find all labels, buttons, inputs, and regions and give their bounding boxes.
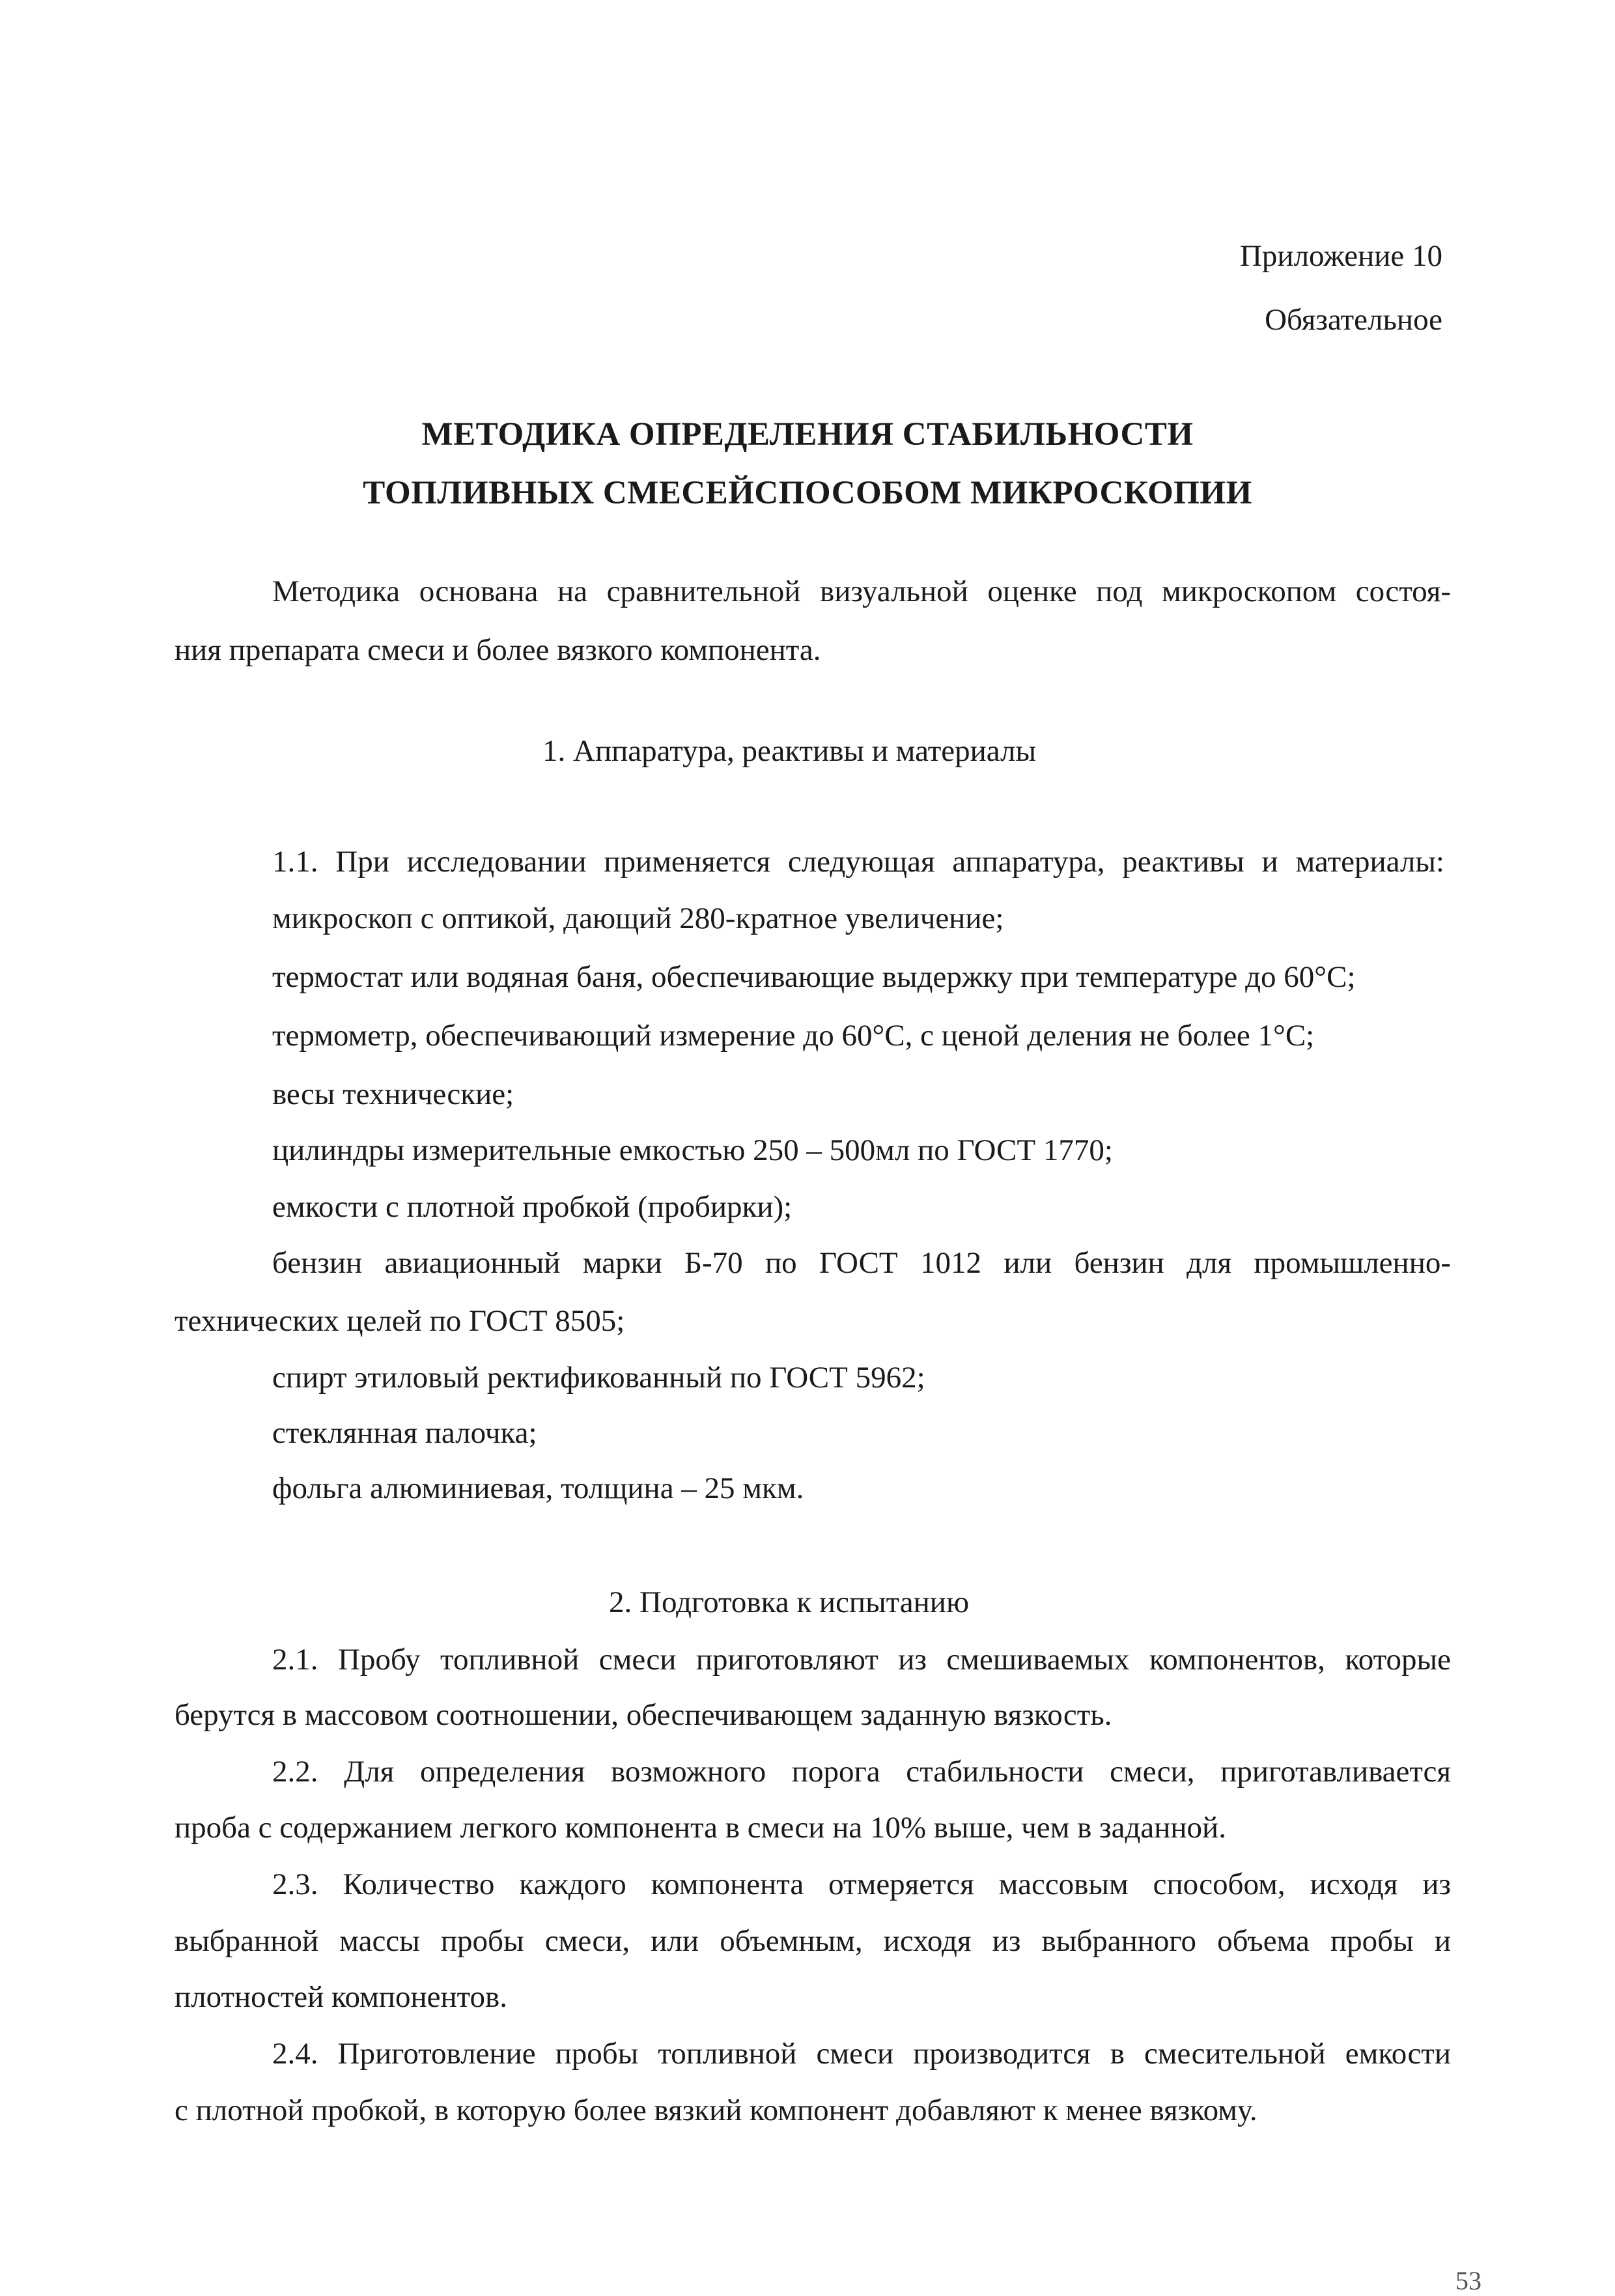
document-title-line-2: ТОПЛИВНЫХ СМЕСЕЙСПОСОБОМ МИКРОСКОПИИ — [363, 475, 1252, 511]
section-1-line: спирт этиловый ректификованный по ГОСТ 5962; — [272, 1361, 925, 1395]
section-2-line: с плотной пробкой, в которую более вязкий компонент добавляют к менее вязкому. — [175, 2093, 1257, 2127]
section-2-line: плотностей компонентов. — [175, 1980, 507, 2014]
section-1-heading: 1. Аппаратура, реактивы и материалы — [542, 734, 1037, 768]
intro-line-2: ния препарата смеси и более вязкого компонента. — [175, 633, 821, 667]
section-1-line: весы технические; — [272, 1077, 514, 1111]
section-1-line: микроскоп с оптикой, дающий 280-кратное увеличение; — [272, 901, 1004, 935]
section-1-line: стеклянная палочка; — [272, 1416, 537, 1450]
section-1-line: термометр, обеспечивающий измерение до 60°С, с ценой деления не более 1°С; — [272, 1019, 1315, 1053]
section-1-line: емкости с плотной пробкой (пробирки); — [272, 1190, 793, 1224]
section-1-line: бензин авиационный марки Б-70 по ГОСТ 1012 или бензин для промышленно- — [272, 1246, 1451, 1280]
section-2-heading: 2. Подготовка к испытанию — [609, 1585, 970, 1619]
intro-line-1: Методика основана на сравнительной визуальной оценке под микроскопом состоя- — [272, 574, 1451, 608]
section-2-line: выбранной массы пробы смеси, или объемным, исходя из выбранного объема пробы и — [175, 1924, 1451, 1958]
section-2-line: 2.2. Для определения возможного порога стабильности смеси, приготавливается — [272, 1755, 1451, 1789]
section-1-line: фольга алюминиевая, толщина – 25 мкм. — [272, 1471, 804, 1505]
section-2-line: берутся в массовом соотношении, обеспечивающем заданную вязкость. — [175, 1698, 1112, 1732]
section-1-line: цилиндры измерительные емкостью 250 – 500мл по ГОСТ 1770; — [272, 1133, 1113, 1167]
section-2-line: 2.3. Количество каждого компонента отмеряется массовым способом, исходя из — [272, 1867, 1451, 1901]
section-2-line: 2.1. Пробу топливной смеси приготовляют из смешиваемых компонентов, которые — [272, 1643, 1451, 1677]
section-2-line: проба с содержанием легкого компонента в смеси на 10% выше, чем в заданной. — [175, 1811, 1226, 1845]
section-1-line: технических целей по ГОСТ 8505; — [175, 1304, 625, 1338]
page-number: 53 — [1455, 2266, 1482, 2295]
section-1-line: термостат или водяная баня, обеспечивающие выдержку при температуре до 60°С; — [272, 960, 1356, 994]
section-2-line: 2.4. Приготовление пробы топливной смеси производится в смесительной емкости — [272, 2037, 1451, 2071]
document-title-line-1: МЕТОДИКА ОПРЕДЕЛЕНИЯ СТАБИЛЬНОСТИ — [421, 416, 1194, 453]
appendix-status: Обязательное — [1265, 303, 1442, 337]
section-1-line: 1.1. При исследовании применяется следующая аппаратура, реактивы и материалы: — [272, 845, 1444, 879]
appendix-label: Приложение 10 — [1239, 239, 1442, 273]
